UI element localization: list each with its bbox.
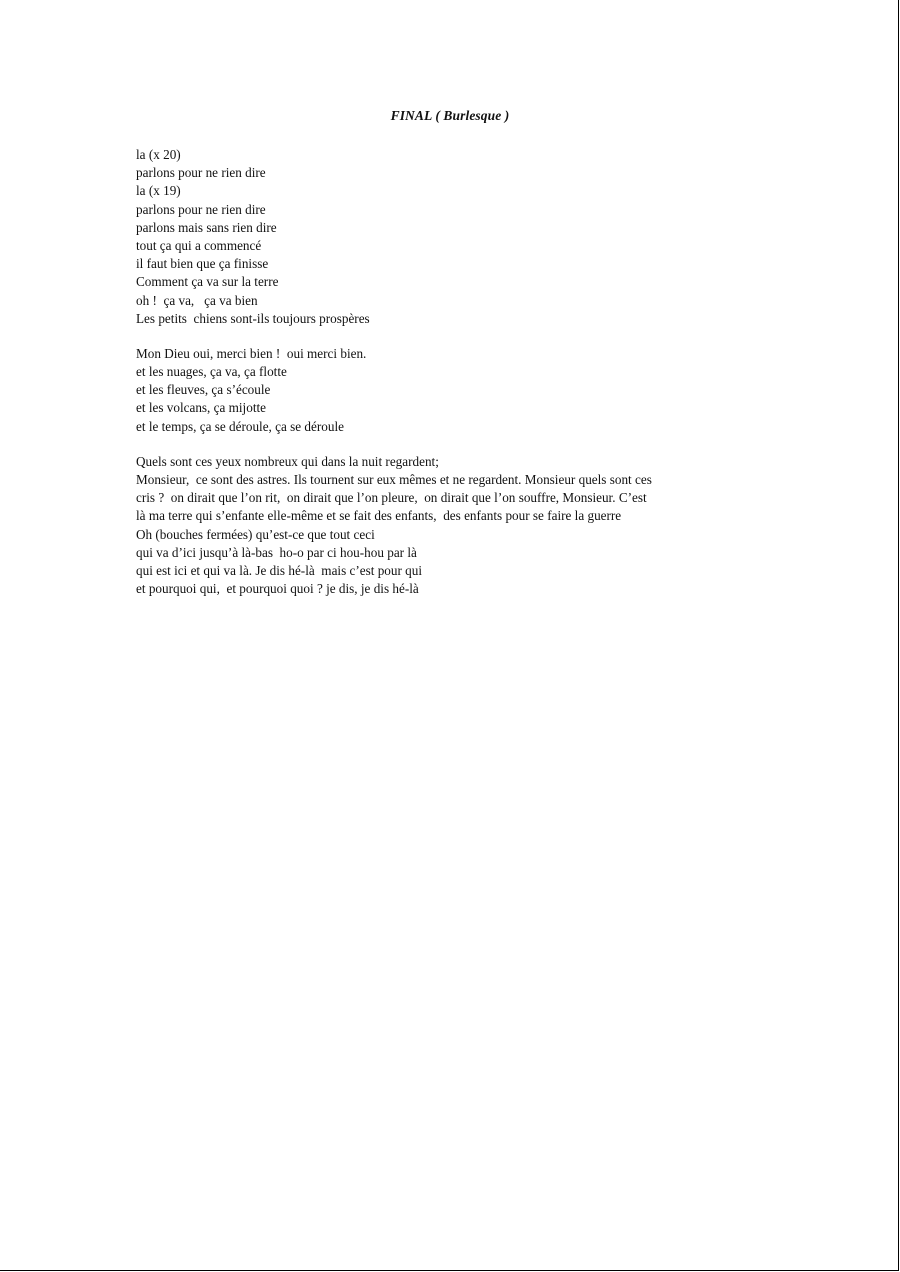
text-line: et pourquoi qui, et pourquoi quoi ? je dis, je dis hé-là — [136, 581, 419, 597]
text-line: Comment ça va sur la terre — [136, 274, 279, 290]
stanza-2 — [136, 345, 776, 436]
text-line: cris ? on dirait que l’on rit, on dirait que l’on pleure, on dirait que l’on souffre, Monsieur. C’est — [136, 490, 647, 506]
text-line: la (x 19) — [136, 183, 181, 199]
text-line: la (x 20) — [136, 147, 181, 162]
stanza-1 — [136, 146, 776, 328]
text-line: il faut bien que ça finisse — [136, 256, 269, 272]
text-line: et les fleuves, ça s’écoule — [136, 382, 271, 398]
stanza-gap — [136, 436, 776, 453]
text-line: et le temps, ça se déroule, ça se déroule — [136, 418, 344, 434]
stanza-3 — [136, 453, 776, 599]
text-line: Les petits chiens sont-ils toujours prospères — [136, 310, 370, 326]
text-line: là ma terre qui s’enfante elle-même et se fait des enfants, des enfants pour se faire la guerre — [136, 508, 622, 524]
text-line: Quels sont ces yeux nombreux qui dans la nuit regardent; — [136, 453, 439, 469]
text-line: qui est ici et qui va là. Je dis hé-là mais c’est pour qui — [136, 562, 423, 578]
text-line: parlons pour ne rien dire — [136, 165, 266, 181]
text-line: tout ça qui a commencé — [136, 237, 262, 253]
text-line: et les nuages, ça va, ça flotte — [136, 364, 287, 380]
stanza-gap — [136, 328, 776, 345]
text-line: parlons pour ne rien dire — [136, 201, 266, 217]
text-line: Monsieur, ce sont des astres. Ils tournent sur eux mêmes et ne regardent. Monsieur quels sont ces — [136, 472, 652, 487]
text-line: Oh (bouches fermées) qu’est-ce que tout ceci — [136, 526, 375, 542]
text-line: Mon Dieu oui, merci bien ! oui merci bien. — [136, 345, 367, 361]
document-title: FINAL ( Burlesque ) — [390, 108, 510, 123]
lyrics-body — [136, 146, 776, 598]
text-line: parlons mais sans rien dire — [136, 219, 277, 235]
text-line: oh ! ça va, ça va bien — [136, 292, 258, 308]
text-line: et les volcans, ça mijotte — [136, 400, 267, 416]
text-line: qui va d’ici jusqu’à là-bas ho-o par ci hou-hou par là — [136, 544, 417, 560]
